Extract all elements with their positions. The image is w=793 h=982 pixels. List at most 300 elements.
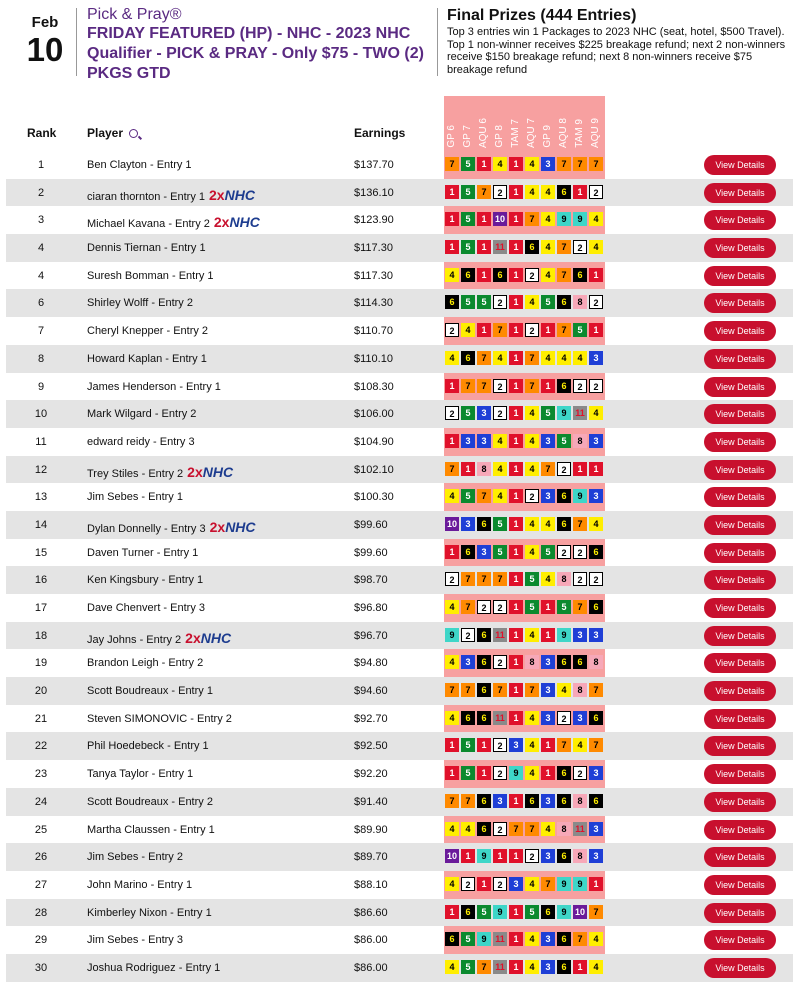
pick-cell: 1: [509, 932, 523, 946]
player-name-text: Cheryl Knepper - Entry 2: [87, 325, 209, 338]
pick-cell: 5: [461, 185, 475, 199]
view-details-button[interactable]: View Details: [704, 487, 776, 507]
pick-cell: 4: [589, 932, 603, 946]
pick-cell: 2: [573, 545, 587, 559]
pick-cell: 7: [445, 794, 459, 808]
picks-strip: [445, 932, 605, 947]
player-name: [87, 713, 232, 725]
picks-strip: [445, 157, 605, 172]
pick-cell: 3: [461, 517, 475, 531]
pick-cell: 6: [557, 489, 571, 503]
pick-cell: 9: [493, 905, 507, 919]
table-row: [6, 899, 793, 927]
rank-value: 9: [37, 380, 45, 393]
pick-cell: 4: [493, 434, 507, 448]
pick-cell: 4: [525, 517, 539, 531]
pick-cell: 1: [509, 489, 523, 503]
pick-cell: 4: [445, 351, 459, 365]
table-row: [6, 760, 793, 788]
pick-cell: 4: [493, 157, 507, 171]
pick-cell: 7: [477, 960, 491, 974]
nhc-badge-prefix: 2x: [209, 186, 225, 203]
pick-cell: 4: [525, 545, 539, 559]
player-name-text: Ben Clayton - Entry 1: [87, 159, 192, 171]
rank-value: 10: [34, 408, 48, 421]
pick-cell: 6: [525, 794, 539, 808]
pick-cell: 8: [525, 655, 539, 669]
pick-cell: 1: [509, 905, 523, 919]
pick-cell: 5: [461, 157, 475, 171]
view-details-button[interactable]: View Details: [704, 321, 776, 341]
nhc-badge: [214, 214, 260, 230]
pick-cell: 3: [541, 932, 555, 946]
view-details-button[interactable]: View Details: [704, 653, 776, 673]
pick-cell: 6: [461, 545, 475, 559]
picks-strip: [445, 572, 605, 587]
rank-value: 21: [34, 712, 48, 725]
pick-cell: 4: [445, 960, 459, 974]
pick-cell: 9: [557, 628, 571, 642]
pick-cell: 8: [557, 572, 571, 586]
rank-value: 2: [37, 186, 45, 199]
pick-cell: 1: [509, 157, 523, 171]
table-row: [6, 151, 793, 179]
pick-cell: 4: [589, 406, 603, 420]
table-row: [6, 539, 793, 567]
pick-cell: 1: [509, 406, 523, 420]
picks-strip: [445, 794, 605, 809]
pick-cell: 8: [573, 683, 587, 697]
pick-cell: 3: [541, 683, 555, 697]
view-details-button[interactable]: View Details: [704, 875, 776, 895]
view-details-button[interactable]: View Details: [704, 598, 776, 618]
pick-cell: 9: [477, 932, 491, 946]
pick-cell: 4: [541, 351, 555, 365]
pick-cell: 4: [541, 822, 555, 836]
view-details-button[interactable]: View Details: [704, 183, 776, 203]
player-name-text: Jim Sebes - Entry 2: [87, 851, 183, 864]
pick-cell: 6: [589, 711, 603, 725]
nhc-badge: [209, 187, 255, 203]
pick-cell: 5: [477, 295, 491, 309]
picks-strip: [445, 738, 605, 753]
earnings-value: $117.30: [354, 269, 393, 282]
pick-cell: 1: [509, 240, 523, 254]
player-name: [87, 879, 192, 891]
pick-cell: 4: [445, 711, 459, 725]
pick-cell: 1: [589, 323, 603, 337]
earnings-value: $106.00: [354, 408, 394, 421]
nhc-badge-prefix: 2x: [187, 463, 203, 480]
rank-value: 11: [35, 435, 47, 448]
pick-cell: 7: [525, 212, 539, 226]
player-name: [87, 325, 208, 337]
picks-strip: [445, 489, 605, 504]
earnings-value: $96.70: [354, 629, 388, 642]
pick-cell: 9: [509, 766, 523, 780]
pick-cell: 1: [509, 849, 523, 863]
earnings-value: $91.40: [354, 795, 388, 808]
pick-cell: 7: [541, 462, 555, 476]
pick-cell: 5: [477, 905, 491, 919]
view-details-button[interactable]: View Details: [704, 570, 776, 590]
nhc-badge-label: NHC: [200, 629, 232, 646]
pick-cell: 4: [445, 822, 459, 836]
picks-strip: [445, 434, 605, 449]
player-name-text: Joshua Rodriguez - Entry 1: [87, 961, 221, 974]
earnings-value: $110.70: [354, 325, 393, 338]
pick-cell: 9: [557, 905, 571, 919]
pick-cell: 7: [477, 351, 491, 365]
player-name-text: John Marino - Entry 1: [87, 878, 193, 891]
pick-cell: 6: [589, 794, 603, 808]
pick-cell: 1: [573, 960, 587, 974]
pick-cell: 1: [509, 960, 523, 974]
leaderboard: [6, 151, 793, 982]
pick-cell: 1: [477, 212, 491, 226]
contest-title: FRIDAY FEATURED (HP) - NHC - 2023 NHC Qualifier - PICK & PRAY - Only $75 - TWO (2) PKGS GTD: [87, 25, 424, 82]
table-row: [6, 816, 793, 844]
player-name: [87, 796, 213, 808]
view-details-button[interactable]: View Details: [704, 238, 776, 258]
pick-cell: 1: [493, 849, 507, 863]
player-name-text: James Henderson - Entry 1: [87, 380, 221, 393]
pick-cell: 7: [589, 905, 603, 919]
view-details-button[interactable]: View Details: [704, 460, 776, 480]
pick-cell: 7: [573, 932, 587, 946]
pick-cell: 1: [509, 572, 523, 586]
picks-strip: [445, 517, 605, 532]
pick-cell: 6: [557, 766, 571, 780]
player-name-text: Michael Kavana - Entry 2: [87, 218, 210, 231]
pick-cell: 6: [557, 295, 571, 309]
pick-cell: 6: [557, 655, 571, 669]
earnings-value: $136.10: [354, 186, 394, 199]
pick-cell: 6: [493, 268, 507, 282]
rank-value: 17: [34, 602, 48, 614]
view-details-button[interactable]: View Details: [704, 736, 776, 756]
pick-cell: 1: [445, 240, 459, 254]
table-row: [6, 400, 793, 428]
table-row: [6, 345, 793, 373]
picks-strip: [445, 212, 605, 227]
view-details-button[interactable]: View Details: [704, 709, 776, 729]
pick-cell: 1: [541, 766, 555, 780]
pick-cell: 4: [461, 323, 475, 337]
pick-cell: 5: [461, 240, 475, 254]
player-name: [87, 436, 195, 448]
race-month: Feb: [31, 14, 59, 31]
pick-cell: 4: [525, 406, 539, 420]
pick-cell: 11: [573, 822, 587, 836]
pick-cell: 3: [541, 434, 555, 448]
rank-value: 16: [34, 574, 48, 587]
pick-cell: 6: [557, 185, 571, 199]
pick-cell: 2: [461, 628, 475, 642]
pick-cell: 9: [573, 877, 587, 891]
pick-cell: 6: [477, 683, 491, 697]
pick-cell: 1: [509, 212, 523, 226]
earnings-value: $98.70: [354, 574, 388, 587]
pick-cell: 1: [445, 905, 459, 919]
view-details-button[interactable]: View Details: [704, 266, 776, 286]
pick-cell: 1: [477, 766, 491, 780]
nhc-badge-label: NHC: [225, 518, 256, 535]
pick-cell: 2: [557, 545, 571, 559]
pick-cell: 9: [557, 406, 571, 420]
pick-cell: 2: [493, 738, 507, 752]
earnings-value: $89.90: [354, 823, 388, 836]
pick-cell: 4: [525, 960, 539, 974]
view-details-button[interactable]: View Details: [704, 792, 776, 812]
pick-cell: 5: [557, 600, 571, 614]
picks-strip: [445, 683, 605, 698]
table-row: [6, 234, 793, 262]
pick-cell: 4: [525, 932, 539, 946]
earnings-value: $96.80: [354, 602, 388, 614]
player-name: [87, 270, 214, 282]
table-row: [6, 732, 793, 760]
pick-cell: 2: [557, 711, 571, 725]
view-details-button[interactable]: View Details: [704, 543, 776, 563]
pick-cell: 8: [589, 655, 603, 669]
pick-cell: 6: [477, 517, 491, 531]
pick-cell: 2: [589, 185, 603, 199]
view-details-button[interactable]: View Details: [704, 210, 776, 230]
pick-cell: 2: [493, 406, 507, 420]
pick-cell: 4: [445, 877, 459, 891]
race-header: GP 7: [462, 125, 473, 148]
pick-cell: 1: [541, 323, 555, 337]
pick-cell: 3: [541, 711, 555, 725]
pick-cell: 4: [493, 489, 507, 503]
pick-cell: 7: [461, 600, 475, 614]
earnings-value: $92.70: [354, 712, 388, 725]
pick-cell: 2: [525, 849, 539, 863]
pick-cell: 10: [446, 518, 457, 529]
player-name-text: Martha Claussen - Entry 1: [87, 823, 215, 836]
nhc-badge: [185, 630, 231, 646]
player-name: [87, 519, 256, 535]
picks-strip: [445, 406, 605, 421]
player-name: [87, 381, 221, 393]
divider: [437, 8, 438, 76]
earnings-value: $89.70: [354, 851, 388, 864]
pick-cell: 6: [445, 932, 459, 946]
table-row: [6, 926, 793, 954]
picks-strip: [445, 822, 605, 837]
pick-cell: 11: [493, 628, 507, 642]
pick-cell: 7: [477, 572, 491, 586]
prizes-heading: Final Prizes (444 Entries): [447, 7, 637, 24]
view-details-button[interactable]: View Details: [704, 377, 776, 397]
earnings-value: $108.30: [354, 380, 394, 393]
pick-cell: 2: [525, 323, 539, 337]
pick-cell: 6: [557, 517, 571, 531]
rank-value: 8: [37, 352, 45, 365]
view-details-button[interactable]: View Details: [704, 515, 776, 535]
pick-cell: 1: [445, 545, 459, 559]
table-row: [6, 483, 793, 511]
player-name: [87, 491, 183, 503]
view-details-button[interactable]: View Details: [704, 349, 776, 369]
pick-cell: 1: [573, 462, 587, 476]
pick-cell: 3: [541, 960, 555, 974]
rank-value: 24: [34, 795, 48, 808]
rank-value: 20: [34, 685, 48, 698]
rank-value: 4: [37, 242, 45, 255]
view-details-button[interactable]: View Details: [704, 764, 776, 784]
race-header: AQU 9: [590, 117, 601, 148]
player-name: [87, 408, 196, 420]
pick-cell: 7: [557, 240, 571, 254]
view-details-button[interactable]: View Details: [704, 820, 776, 840]
nhc-badge-prefix: 2x: [185, 629, 201, 646]
pick-cell: 4: [493, 351, 507, 365]
player-name-text: Scott Boudreaux - Entry 2: [87, 795, 213, 808]
pick-cell: 2: [589, 572, 603, 586]
view-details-button[interactable]: View Details: [704, 432, 776, 452]
pick-cell: 2: [461, 877, 475, 891]
table-row: [6, 289, 793, 317]
pick-cell: 7: [477, 489, 491, 503]
pick-cell: 3: [509, 738, 523, 752]
pick-cell: 6: [557, 379, 571, 393]
pick-cell: 7: [589, 157, 603, 171]
rank-value: 7: [37, 325, 45, 338]
pick-cell: 7: [461, 683, 475, 697]
pick-cell: 9: [557, 877, 571, 891]
race-header: TAM 9: [574, 119, 585, 148]
rank-value: 29: [34, 934, 48, 947]
pick-cell: 7: [461, 572, 475, 586]
pick-cell: 4: [541, 185, 555, 199]
pick-cell: 1: [477, 268, 491, 282]
pick-cell: 3: [477, 545, 491, 559]
earnings-value: $137.70: [354, 159, 394, 171]
pick-cell: 1: [509, 323, 523, 337]
view-details-button[interactable]: View Details: [704, 958, 776, 978]
pick-cell: 4: [589, 240, 603, 254]
rank-value: 4: [37, 269, 45, 282]
search-icon[interactable]: [129, 129, 138, 138]
player-name-text: Shirley Wolff - Entry 2: [87, 297, 193, 310]
picks-strip: [445, 462, 605, 477]
pick-cell: 2: [493, 379, 507, 393]
pick-cell: 4: [557, 683, 571, 697]
pick-cell: 5: [461, 766, 475, 780]
table-row: [6, 954, 793, 982]
pick-cell: 6: [477, 628, 491, 642]
pick-cell: 1: [461, 849, 475, 863]
nhc-badge-label: NHC: [202, 463, 234, 480]
table-row: [6, 677, 793, 705]
view-details-button[interactable]: View Details: [704, 903, 776, 923]
pick-cell: 1: [589, 268, 603, 282]
race-day: 10: [26, 31, 64, 68]
player-name: [87, 187, 255, 203]
player-name-text: Jim Sebes - Entry 3: [87, 934, 183, 947]
earnings-value: $94.60: [354, 685, 388, 698]
pick-cell: 3: [589, 489, 603, 503]
race-header: GP 9: [542, 125, 553, 148]
player-name: [87, 214, 260, 230]
pick-cell: 1: [509, 268, 523, 282]
view-details-button[interactable]: View Details: [704, 293, 776, 313]
view-details-button[interactable]: View Details: [704, 155, 776, 175]
rank-value: 25: [34, 823, 48, 836]
view-details-button[interactable]: View Details: [704, 404, 776, 424]
pick-cell: 9: [477, 849, 491, 863]
pick-cell: 3: [541, 489, 555, 503]
pick-cell: 1: [445, 212, 459, 226]
table-row: [6, 206, 793, 234]
pick-cell: 1: [445, 185, 459, 199]
pick-cell: 9: [573, 489, 587, 503]
view-details-button[interactable]: View Details: [704, 681, 776, 701]
earnings-value: $94.80: [354, 657, 388, 670]
picks-strip: [445, 655, 605, 670]
nhc-badge-prefix: 2x: [213, 214, 230, 231]
pick-cell: 1: [509, 295, 523, 309]
table-row: [6, 456, 793, 484]
pick-cell: 7: [509, 822, 523, 836]
pick-cell: 5: [541, 295, 555, 309]
pick-cell: 5: [461, 295, 475, 309]
nhc-badge: [187, 464, 233, 480]
pick-cell: 9: [557, 212, 571, 226]
pick-cell: 2: [445, 406, 459, 420]
prizes-block: [447, 7, 787, 76]
player-name-text: Suresh Bomman - Entry 1: [87, 269, 214, 282]
pick-cell: 2: [493, 766, 507, 780]
view-details-button[interactable]: View Details: [704, 930, 776, 950]
player-name: [87, 907, 212, 919]
view-details-button[interactable]: View Details: [704, 626, 776, 646]
pick-cell: 8: [477, 462, 491, 476]
pick-cell: 6: [461, 905, 475, 919]
pick-cell: 6: [557, 794, 571, 808]
player-name: [87, 159, 192, 171]
pick-cell: 5: [525, 600, 539, 614]
pick-cell: 3: [509, 877, 523, 891]
pick-cell: 2: [493, 655, 507, 669]
pick-cell: 7: [493, 683, 507, 697]
pick-cell: 4: [525, 295, 539, 309]
pick-cell: 4: [525, 738, 539, 752]
pick-cell: 1: [477, 157, 491, 171]
pick-cell: 1: [461, 462, 475, 476]
pick-cell: 6: [477, 655, 491, 669]
table-row: [6, 179, 793, 207]
pick-cell: 4: [541, 268, 555, 282]
pick-cell: 10: [574, 906, 585, 917]
pick-cell: 11: [493, 711, 507, 725]
player-name-text: Brandon Leigh - Entry 2: [87, 657, 204, 670]
pick-cell: 2: [573, 766, 587, 780]
rank-value: 13: [34, 491, 48, 504]
rank-value: 23: [34, 768, 48, 781]
race-date: [14, 8, 76, 68]
pick-cell: 7: [557, 323, 571, 337]
pick-cell: 1: [477, 738, 491, 752]
pick-cell: 6: [477, 794, 491, 808]
player-name: [87, 464, 233, 480]
view-details-button[interactable]: View Details: [704, 847, 776, 867]
pick-cell: 1: [477, 240, 491, 254]
player-name-text: Daven Turner - Entry 1: [87, 546, 199, 559]
player-name: [87, 353, 207, 365]
